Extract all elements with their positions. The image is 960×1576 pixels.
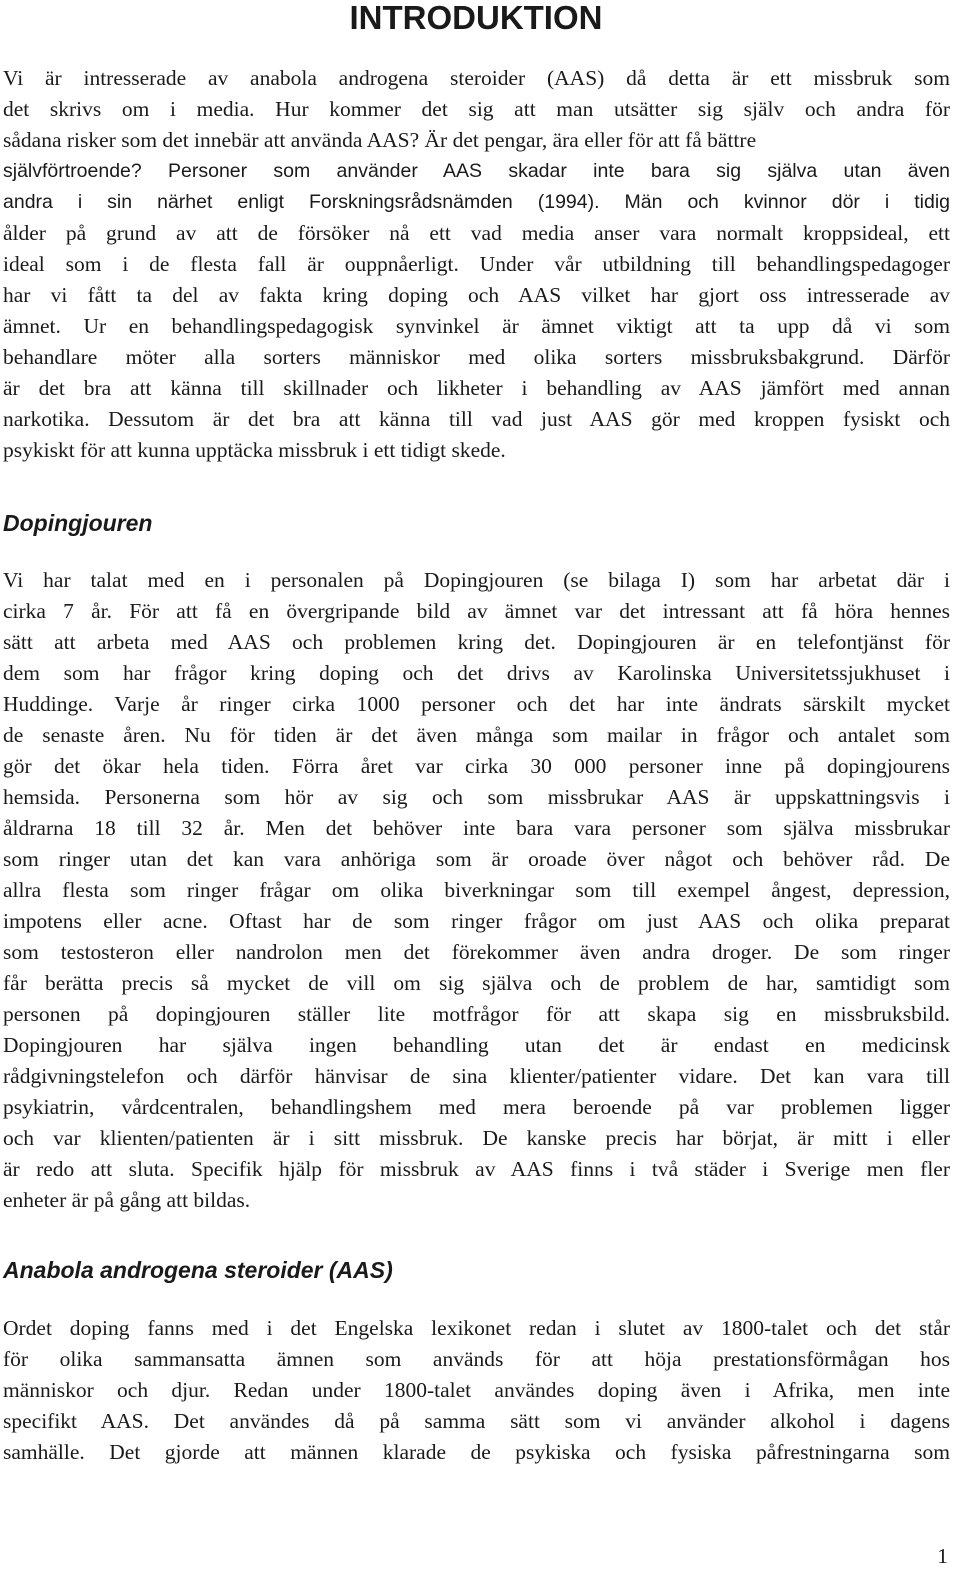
section-heading-dopingjouren: Dopingjouren bbox=[3, 510, 153, 536]
text-line: är redo att sluta. Specifik hjälp för missbruk av AAS finns i två städer i Sverige men fler bbox=[3, 1157, 950, 1181]
text-line: behandlare möter alla sorters människor med olika sorters missbruksbakgrund. Därför bbox=[3, 345, 950, 369]
aas-paragraph bbox=[3, 1313, 950, 1468]
text-line: får berätta precis så mycket de vill om sig själva och de problem de har, samtidigt som bbox=[3, 971, 950, 995]
text-line: ålder på grund av att de försöker nå ett vad media anser vara normalt kroppsideal, ett bbox=[3, 221, 950, 245]
text-line: Vi är intresserade av anabola androgena steroider (AAS) då detta är ett missbruk som bbox=[3, 66, 950, 90]
text-line: gör det ökar hela tiden. Förra året var cirka 30 000 personer inne på dopingjourens bbox=[3, 754, 950, 778]
text-line: Dopingjouren har själva ingen behandling utan det är endast en medicinsk bbox=[3, 1033, 950, 1057]
text-line: som testosteron eller nandrolon men det förekommer även andra droger. De som ringer bbox=[3, 940, 950, 964]
text-line: rådgivningstelefon och därför hänvisar de sina klienter/patienter vidare. Det kan vara till bbox=[3, 1064, 950, 1088]
text-line: narkotika. Dessutom är det bra att känna till vad just AAS gör med kroppen fysiskt och bbox=[3, 407, 950, 431]
text-line: personen på dopingjouren ställer lite motfrågor för att skapa sig en missbruksbild. bbox=[3, 1002, 950, 1026]
text-line: enheter är på gång att bildas. bbox=[3, 1188, 251, 1212]
text-line: sätt att arbeta med AAS och problemen kring det. Dopingjouren är en telefontjänst för bbox=[3, 630, 950, 654]
text-line: och var klienten/patienten är i sitt missbruk. De kanske precis har börjat, är mitt i eller bbox=[3, 1126, 950, 1150]
dopingjouren-paragraph bbox=[3, 565, 950, 1216]
text-line: impotens eller acne. Oftast har de som ringer frågor om just AAS och olika preparat bbox=[3, 909, 950, 933]
text-line: psykiskt för att kunna upptäcka missbruk i ett tidigt skede. bbox=[3, 438, 506, 462]
text-line: sådana risker som det innebär att använda AAS? Är det pengar, ära eller för att få bättre bbox=[3, 128, 757, 152]
text-line: samhälle. Det gjorde att männen klarade de psykiska och fysiska påfrestningarna som bbox=[3, 1440, 950, 1464]
text-line: Huddinge. Varje år ringer cirka 1000 personer och det har inte ändrats särskilt mycket bbox=[3, 692, 950, 716]
text-line: åldrarna 18 till 32 år. Men det behöver inte bara vara personer som själva missbrukar bbox=[3, 816, 950, 840]
page-number: 1 bbox=[937, 1544, 948, 1568]
text-line: ideal som i de flesta fall är ouppnåerligt. Under vår utbildning till behandlingspedagoger bbox=[3, 252, 950, 276]
page-title: INTRODUKTION bbox=[349, 0, 603, 36]
text-line: allra flesta som ringer frågar om olika biverkningar som till exempel ångest, depression, bbox=[3, 878, 950, 902]
text-line: hemsida. Personerna som hör av sig och som missbrukar AAS är uppskattningsvis i bbox=[3, 785, 950, 809]
text-line: som ringer utan det kan vara anhöriga som är oroade över något och behöver råd. De bbox=[3, 847, 950, 871]
text-line: har vi fått ta del av fakta kring doping och AAS vilket har gjort oss intresserade av bbox=[3, 283, 950, 307]
intro-paragraph bbox=[3, 63, 950, 466]
section-heading-aas: Anabola androgena steroider (AAS) bbox=[3, 1257, 393, 1283]
text-line: Ordet doping fanns med i det Engelska lexikonet redan i slutet av 1800-talet och det står bbox=[3, 1316, 950, 1340]
text-line: specifikt AAS. Det användes då på samma sätt som vi använder alkohol i dagens bbox=[3, 1409, 950, 1433]
text-line: för olika sammansatta ämnen som används för att höja prestationsförmågan hos bbox=[3, 1347, 950, 1371]
text-line: ämnet. Ur en behandlingspedagogisk synvinkel är ämnet viktigt att ta upp då vi som bbox=[3, 314, 950, 338]
text-line: cirka 7 år. För att få en övergripande bild av ämnet var det intressant att få höra hennes bbox=[3, 599, 950, 623]
text-line: självförtroende? Personer som använder AAS skadar inte bara sig själva utan även bbox=[3, 160, 950, 182]
text-line: psykiatrin, vårdcentralen, behandlingshem med mera beroende på var problemen ligger bbox=[3, 1095, 950, 1119]
text-line: andra i sin närhet enligt Forskningsrådsnämden (1994). Män och kvinnor dör i tidig bbox=[3, 191, 950, 213]
text-line: dem som har frågor kring doping och det drivs av Karolinska Universitetssjukhuset i bbox=[3, 661, 950, 685]
text-line: det skrivs om i media. Hur kommer det sig att man utsätter sig själv och andra för bbox=[3, 97, 950, 121]
text-line: människor och djur. Redan under 1800-talet användes doping även i Afrika, men inte bbox=[3, 1378, 950, 1402]
text-line: är det bra att känna till skillnader och likheter i behandling av AAS jämfört med annan bbox=[3, 376, 950, 400]
text-line: Vi har talat med en i personalen på Dopingjouren (se bilaga I) som har arbetat där i bbox=[3, 568, 950, 592]
text-line: de senaste åren. Nu för tiden är det även många som mailar in frågor och antalet som bbox=[3, 723, 950, 747]
